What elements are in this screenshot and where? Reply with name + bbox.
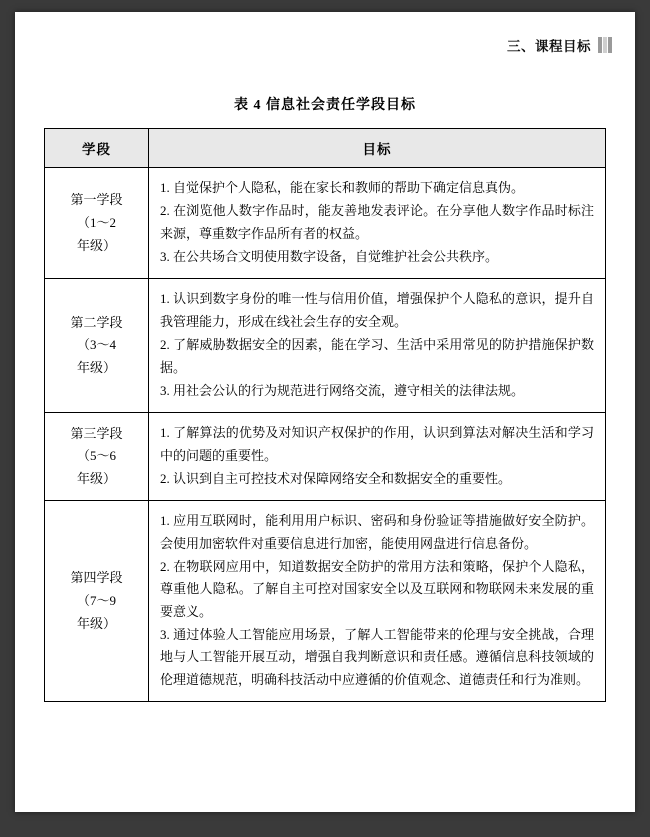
table-row [45,279,606,413]
page-header [33,12,617,56]
stage-grades: （3～4 [76,337,116,353]
goals-cell [149,501,606,702]
goal-item: 2. 在物联网应用中，知道数据安全防护的常用方法和策略，保护个人隐私，尊重他人隐私。了解自主可控对国家安全以及互联网和物联网未来发展的重要意义。 [160,559,594,619]
stage-cell [45,413,149,501]
column-header-stage: 学段 [45,129,149,168]
table-row [45,168,606,279]
stage-cell [45,168,149,279]
stage-grades-2: 年级） [76,471,116,487]
stage-name: 第一学段 [70,192,123,208]
stage-grades: （7～9 [76,592,116,608]
stage-cell [45,279,149,413]
stage-name: 第四学段 [70,570,123,586]
stage-name: 第二学段 [70,314,123,330]
bookmark-bars-icon [598,37,611,53]
goal-item: 3. 用社会公认的行为规范进行网络交流，遵守相关的法律法规。 [160,382,525,398]
goals-cell [149,413,606,501]
goal-item: 3. 在公共场合文明使用数字设备，自觉维护社会公共秩序。 [160,249,499,265]
stage-name: 第三学段 [70,425,123,441]
goal-item: 2. 了解威胁数据安全的因素，能在学习、生活中采用常见的防护措施保护数据。 [160,337,594,375]
goal-item: 3. 通过体验人工智能应用场景，了解人工智能带来的伦理与安全挑战，合理地与人工智能开展互动，增强自我判断意识和责任感。遵循信息科技领域的伦理道德规范，明确科技活动中应遵循的价值观念、道德责任和行为准则。 [160,627,594,687]
stage-grades-2: 年级） [76,237,116,253]
stage-goals-table [44,128,606,702]
goal-item: 1. 认识到数字身份的唯一性与信用价值，增强保护个人隐私的意识，提升自我管理能力，形成在线社会生存的安全观。 [160,291,594,329]
table-row [45,413,606,501]
stage-cell [45,501,149,702]
stage-grades-2: 年级） [76,615,116,631]
goal-item: 1. 自觉保护个人隐私，能在家长和教师的帮助下确定信息真伪。 [160,180,525,195]
stage-grades: （1～2 [76,214,116,230]
goal-item: 2. 认识到自主可控技术对保障网络安全和数据安全的重要性。 [160,470,512,486]
stage-grades-2: 年级） [76,360,116,376]
goals-cell [149,168,606,279]
goal-item: 2. 在浏览他人数字作品时，能友善地发表评论。在分享他人数字作品时标注来源，尊重数字作品所有者的权益。 [160,203,594,241]
goals-cell [149,279,606,413]
document-page [15,12,635,812]
table-caption: 表 4 信息社会责任学段目标 [234,98,416,113]
section-title: 三、课程目标 [507,39,591,54]
goal-item: 1. 应用互联网时，能利用用户标识、密码和身份验证等措施做好安全防护。会使用加密软件对重要信息进行加密，能使用网盘进行信息备份。 [160,513,594,551]
goal-item: 1. 了解算法的优势及对知识产权保护的作用，认识到算法对解决生活和学习中的问题的重要性。 [160,425,594,463]
table-row [45,501,606,702]
stage-grades: （5～6 [76,448,116,464]
table-header-row [45,129,606,168]
column-header-goals: 目标 [149,129,606,168]
